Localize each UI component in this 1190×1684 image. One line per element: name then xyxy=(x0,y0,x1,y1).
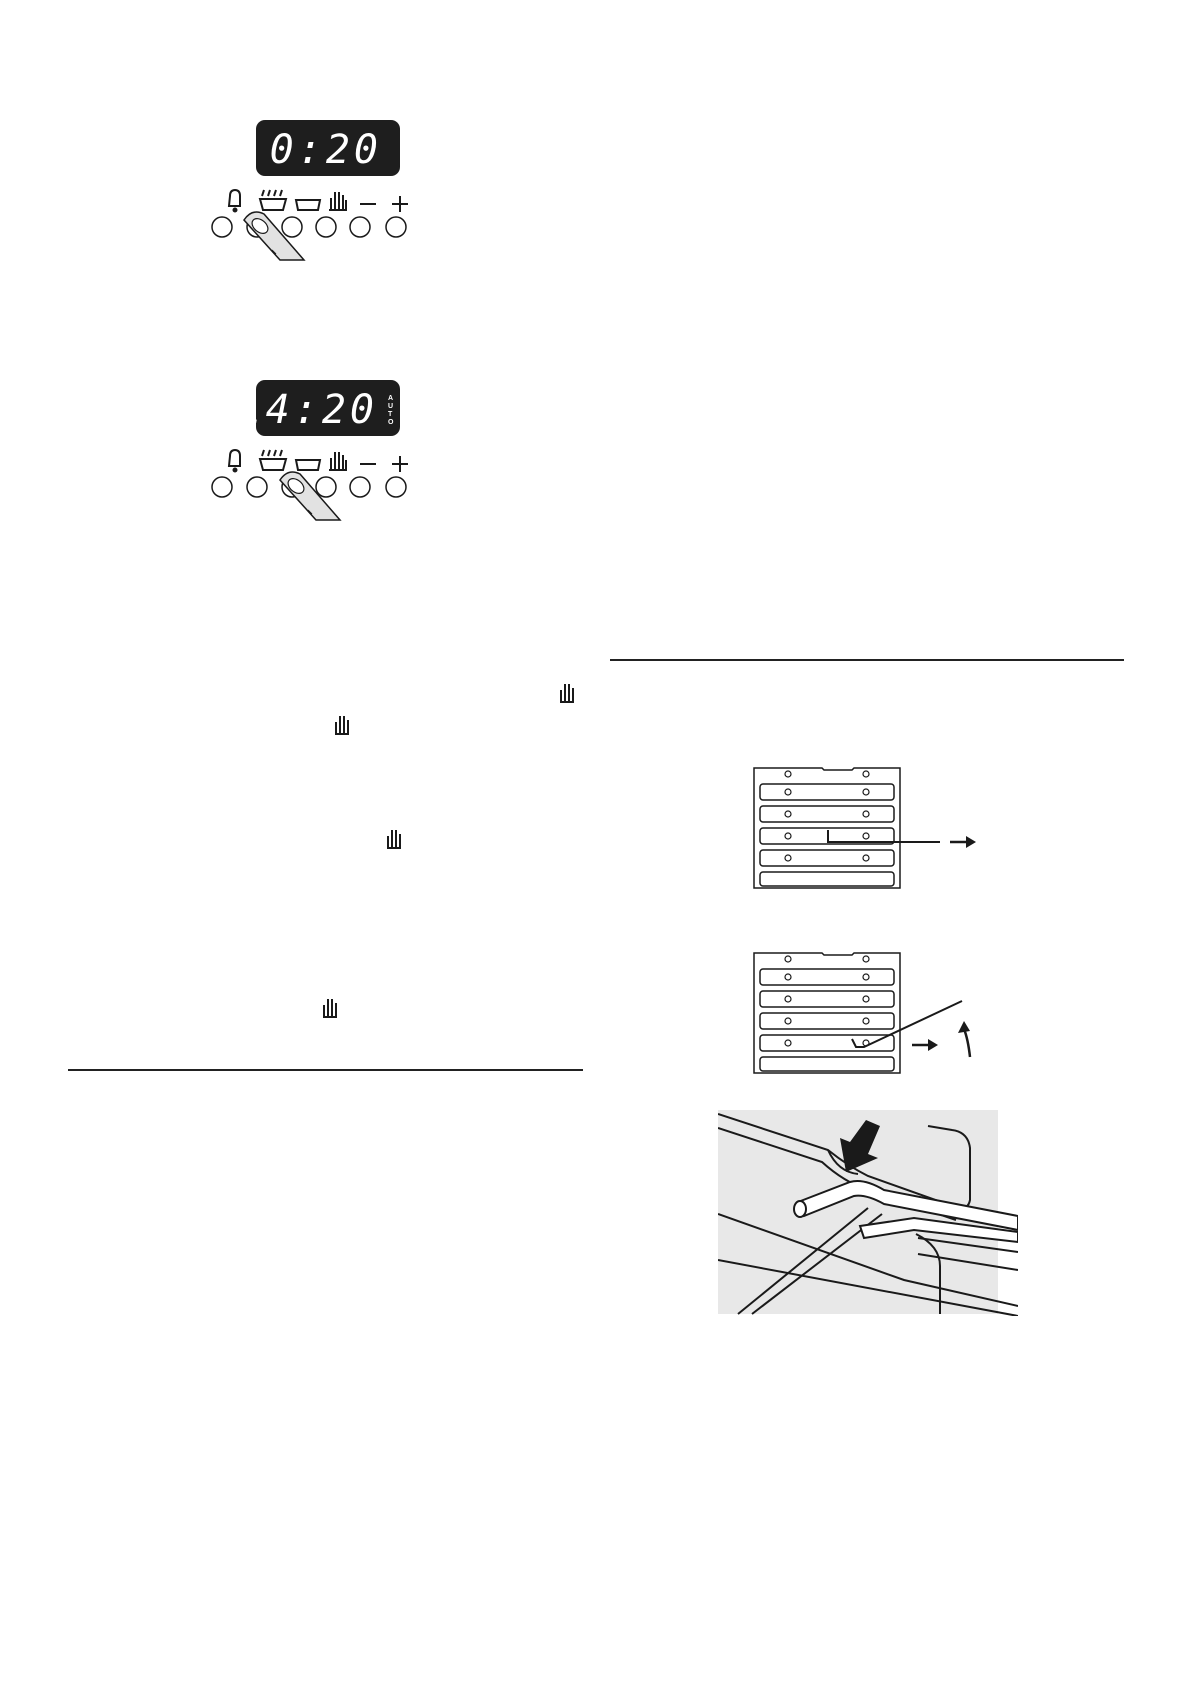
hand-icon xyxy=(329,192,346,210)
button-minus-1[interactable] xyxy=(350,217,370,237)
section-divider-left xyxy=(68,1069,583,1071)
button-hand-1[interactable] xyxy=(316,217,336,237)
shelf-support-removal-illustration-1 xyxy=(740,760,1000,895)
button-bell-2[interactable] xyxy=(212,477,232,497)
button-plus-2[interactable] xyxy=(386,477,406,497)
dish-icon xyxy=(296,460,320,470)
button-minus-2[interactable] xyxy=(350,477,370,497)
manual-mode-hand-icon xyxy=(557,680,577,704)
button-dish-1[interactable] xyxy=(282,217,302,237)
bell-icon xyxy=(229,450,240,472)
shelf-rail xyxy=(760,806,894,822)
manual-mode-hand-icon xyxy=(320,995,340,1019)
manual-mode-hand-icon xyxy=(332,712,352,736)
curved-arrow-up-icon xyxy=(958,1021,970,1057)
svg-text:O: O xyxy=(388,419,394,426)
manual-mode-hand-icon xyxy=(384,826,404,850)
shelf-rail xyxy=(760,850,894,866)
display-time-2: 14:20 xyxy=(237,387,378,433)
control-panel-2 xyxy=(200,370,460,540)
button-bell-1[interactable] xyxy=(212,217,232,237)
shelf-rail xyxy=(760,784,894,800)
arrow-right-icon xyxy=(950,836,976,848)
plus-icon xyxy=(392,196,408,212)
display-time-1: 0:20 xyxy=(269,127,382,173)
control-panel-1 xyxy=(200,110,460,280)
wire-shelf-installation-illustration xyxy=(718,1110,1018,1316)
svg-text:A: A xyxy=(388,395,394,402)
button-plus-1[interactable] xyxy=(386,217,406,237)
section-divider-right xyxy=(610,659,1124,661)
shelf-rail xyxy=(760,872,894,886)
bell-icon xyxy=(229,190,240,212)
dish-icon xyxy=(296,200,320,210)
plus-icon xyxy=(392,456,408,472)
button-grill-2[interactable] xyxy=(247,477,267,497)
svg-text:U: U xyxy=(388,403,394,410)
hand-icon xyxy=(329,452,346,470)
svg-text:T: T xyxy=(388,411,393,418)
grill-icon xyxy=(260,190,286,210)
button-hand-2[interactable] xyxy=(316,477,336,497)
shelf-support-removal-illustration-2 xyxy=(740,945,1000,1080)
grill-icon xyxy=(260,450,286,470)
arrow-right-icon xyxy=(912,1039,938,1051)
